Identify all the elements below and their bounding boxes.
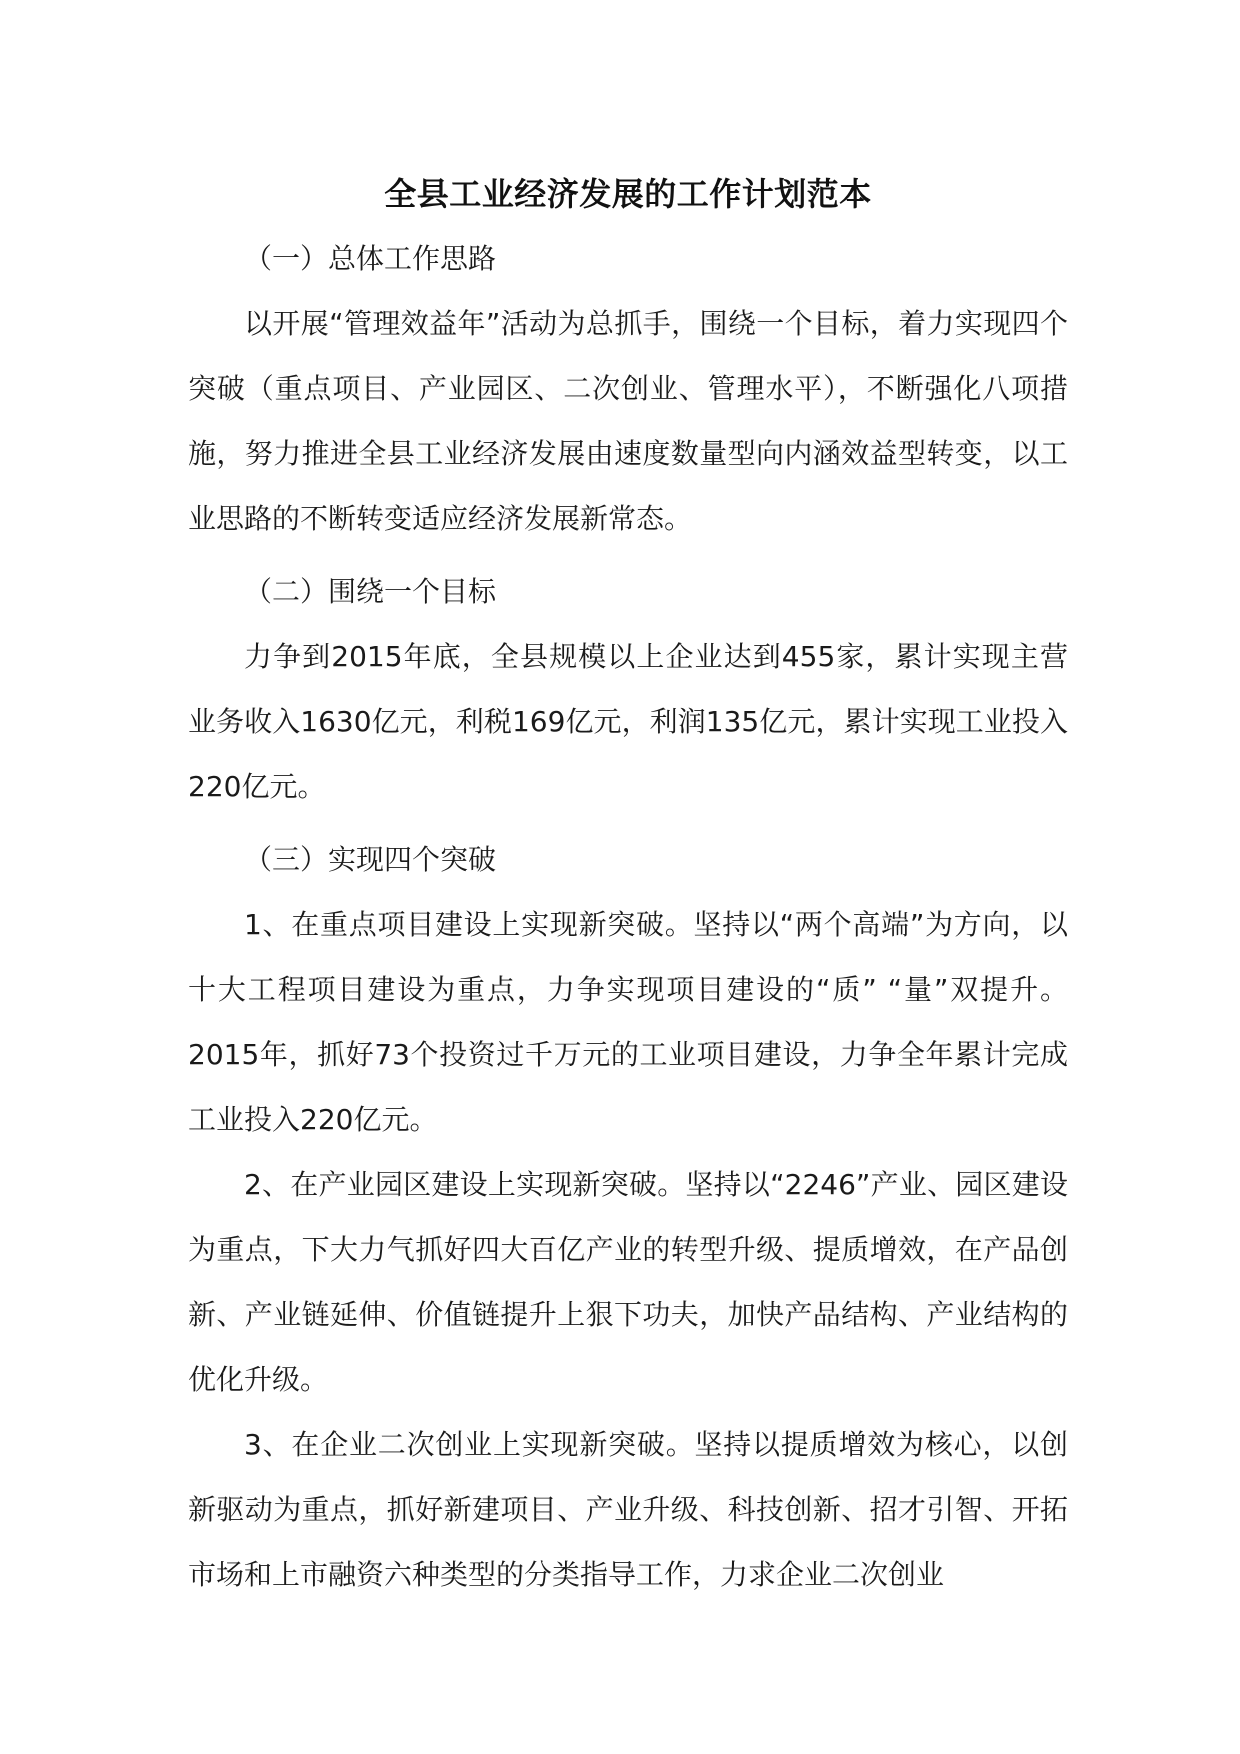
- section-heading-four-breakthroughs: （三）实现四个突破: [244, 843, 497, 876]
- document-title: 全县工业经济发展的工作计划范本: [384, 175, 872, 213]
- section-heading-overall-approach: （一）总体工作思路: [244, 242, 497, 275]
- paragraph-key-projects: 1、在重点项目建设上实现新突破。坚持以“两个高端”为方向，以十大工程项目建设为重点，力争实现项目建设的“质” “量”双提升。2015年，抓好73个投资过千万元的工业项目建设，力争全年累计完成工业投入220亿元。: [188, 908, 1068, 1136]
- paragraph-second-venture: 3、在企业二次创业上实现新突破。坚持以提质增效为核心，以创新驱动为重点，抓好新建项目、产业升级、科技创新、招才引智、开拓市场和上市融资六种类型的分类指导工作，力求企业二次创业: [188, 1428, 1068, 1591]
- section-heading-one-goal: （二）围绕一个目标: [244, 575, 497, 608]
- paragraph-overall-approach: 以开展“管理效益年”活动为总抓手，围绕一个目标，着力实现四个突破（重点项目、产业园区、二次创业、管理水平），不断强化八项措施，努力推进全县工业经济发展由速度数量型向内涵效益型转变，以工业思路的不断转变适应经济发展新常态。: [188, 307, 1068, 535]
- document-body: [188, 170, 1068, 1607]
- paragraph-one-goal: 力争到2015年底，全县规模以上企业达到455家，累计实现主营业务收入1630亿元，利税169亿元，利润135亿元，累计实现工业投入220亿元。: [188, 640, 1068, 803]
- paragraph-industrial-parks: 2、在产业园区建设上实现新突破。坚持以“2246”产业、园区建设为重点，下大力气抓好四大百亿产业的转型升级、提质增效，在产品创新、产业链延伸、价值链提升上狠下功夫，加快产品结构、产业结构的优化升级。: [188, 1168, 1068, 1396]
